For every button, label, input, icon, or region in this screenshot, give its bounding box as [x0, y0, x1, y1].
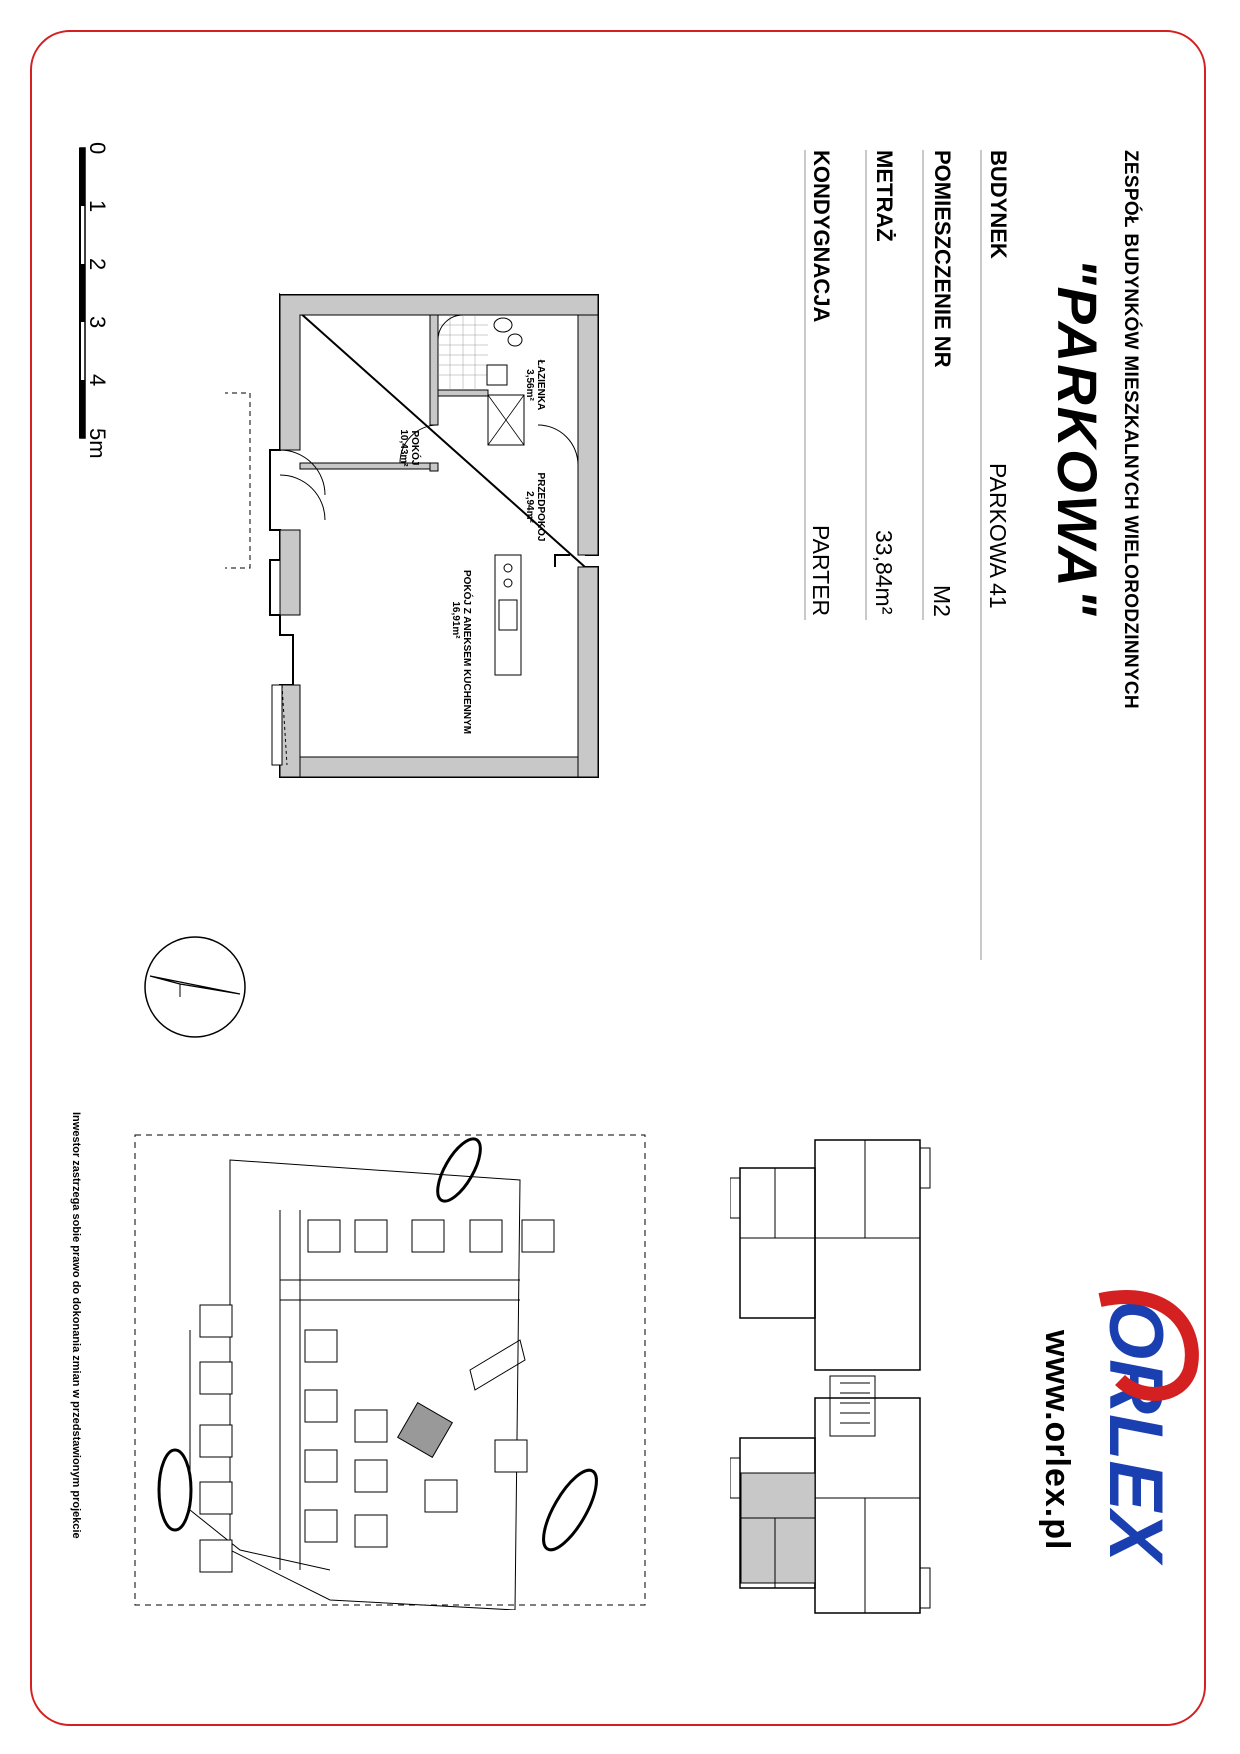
room-pokoj: POKÓJ 10,43m² [398, 429, 420, 467]
complex-line: ZESPÓŁ BUDYNKÓW MIESZKALNYCH WIELORODZINNYCH [1120, 150, 1141, 709]
building-value: PARKOWA 41 [985, 463, 1011, 609]
logo-text: ORLEX [1093, 1300, 1178, 1562]
floor-value: PARTER [808, 525, 834, 617]
scale-tick-0: 0 [85, 142, 110, 155]
scale-tick-4: 4 [85, 374, 110, 387]
area-value: 33,84m² [871, 530, 897, 615]
scale-tick-1: 1 [85, 200, 110, 213]
floor-label: KONDYGNACJA [809, 150, 834, 323]
room-value: M2 [929, 585, 955, 617]
divider-line [980, 150, 982, 960]
orlex-logo [1080, 1290, 1210, 1610]
area-label: METRAŻ [872, 150, 897, 242]
divider-line [922, 150, 924, 620]
website: www.orlex.pl [1038, 1330, 1076, 1551]
scale-tick-3: 3 [85, 316, 110, 329]
divider-line [804, 150, 806, 620]
site-plan [130, 1130, 650, 1610]
room-label: POMIESZCZENIE NR [930, 150, 955, 368]
room-pokoj-aneks: POKÓJ Z ANEKSEM KUCHENNYM 16,91m² [450, 570, 472, 735]
scale-bar [72, 145, 94, 445]
room-lazienka: ŁAZIENKA 3,56m² [524, 359, 546, 411]
scale-tick-5: 5m [85, 428, 110, 459]
divider-line [865, 150, 867, 620]
floor-plan [225, 285, 615, 785]
north-arrow-icon [140, 932, 250, 1042]
building-label: BUDYNEK [986, 150, 1011, 259]
disclaimer: Inwestor zastrzega sobie prawo do dokonania zmian w przedstawionym projekcie [70, 1112, 82, 1539]
scale-tick-2: 2 [85, 258, 110, 271]
building-key-plan [730, 1128, 960, 1628]
project-name: "PARKOWA" [1046, 258, 1109, 618]
room-przedpokoj: PRZEDPOKÓJ 2,94m² [524, 472, 546, 542]
